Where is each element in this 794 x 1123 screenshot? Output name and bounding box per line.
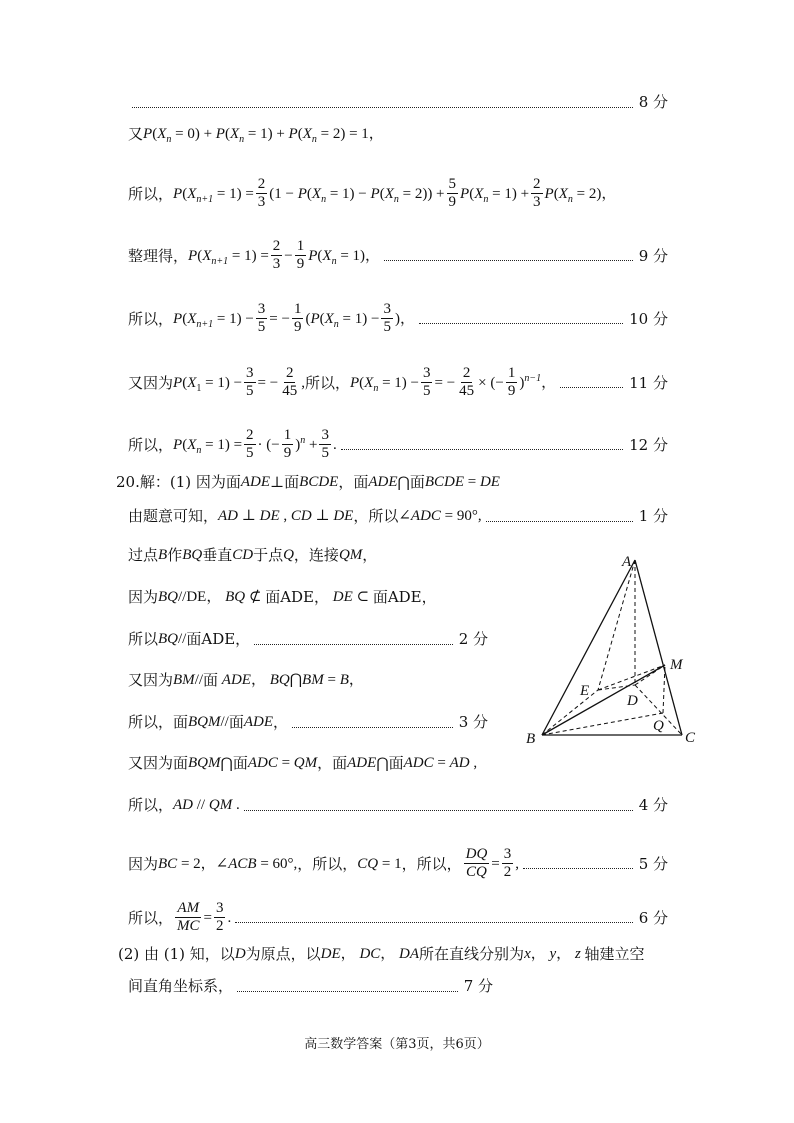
formula-line-4: 所以， $P(X_{n+1} = 1)$ − $\frac{3}{5}$ = − $\frac{1}{9}$ ($P(X_n = 1)$ − $\frac{3}{5}$ )， 10 分 <box>128 301 668 335</box>
edge-ED <box>598 685 635 690</box>
formula-line-3: 整理得， $P(X_{n+1} = 1)$ = $\frac{2}{3}$ − $\frac{1}{9}$ $P(X_n = 1)$， 9 分 <box>128 238 668 272</box>
formula-line-10: 因为 BQ//DE， BQ ⊄ 面ADE， DE ⊂ 面ADE， <box>128 588 437 606</box>
dot-leader <box>523 858 633 869</box>
formula-line-9: 过点 B 作 BQ 垂直 CD 于点 Q ，连接 QM ， <box>128 546 378 564</box>
fraction: $\frac{3}{2}$ <box>503 846 512 880</box>
score-label: 11 分 <box>629 373 668 392</box>
formula-line-19: 间直角坐标系， 7 分 <box>128 977 493 995</box>
fraction: $\frac{3}{2}$ <box>215 900 224 934</box>
formula-line-5: 又因为 $P(X_1 = 1)$ − $\frac{3}{5}$ = − $\frac{2}{45}$ , 所以， $P(X_n = 1)$ − $\frac{3}{5}$ = − $\frac{2}{45}$ × (− $\frac{1}{9}$ )$^{n-1}$， 11 分 <box>128 365 668 399</box>
score-line-8 <box>128 92 668 112</box>
dot-leader <box>254 634 453 645</box>
edge-AE <box>598 560 635 690</box>
score-label: 9 分 <box>638 246 668 265</box>
fraction: $\frac{5}{9}$ <box>448 176 457 210</box>
formula-line-11: 所以 BQ// 面ADE， 2 分 <box>128 630 488 648</box>
fraction: $\frac{2}{3}$ <box>272 238 281 272</box>
formula-line-2: 所以， $P(X_{n+1} = 1)$ = $\frac{2}{3}$ $(1 - P(X_n = 1) - P(X_n = 2))$ + $\frac{5}{9}$ $P(X_n = 1)$ + $\frac{2}{3}$ $P(X_n = 2)$， <box>128 176 617 210</box>
dot-leader <box>244 800 633 811</box>
edge-BE <box>542 690 598 735</box>
score-label: 8 分 <box>638 93 668 111</box>
score-label: 3 分 <box>458 713 488 731</box>
fraction: $\frac{2}{3}$ <box>257 176 266 210</box>
edge-AC <box>635 560 682 735</box>
fraction: $\frac{3}{5}$ <box>422 365 431 399</box>
score-label: 5 分 <box>638 854 668 873</box>
formula-line-16: 因为 BC = 2，∠ACB = 60°, ，所以， CQ = 1 ，所以， $\frac{DQ}{CQ}$ = $\frac{3}{2}$ , 5 分 <box>128 846 668 880</box>
page-footer: 高三数学答案（第3页，共6页） <box>304 1037 490 1052</box>
formula-line-15: 所以， AD // QM . 4 分 <box>128 796 668 814</box>
problem-20-header: 20.解：(1) 因为面 ADE ⊥面 BCDE ，面 ADE ⋂面 BCDE = DE <box>116 473 500 491</box>
score-label: 12 分 <box>629 435 668 454</box>
dot-leader <box>419 313 623 324</box>
fraction: $\frac{3}{5}$ <box>321 427 329 461</box>
formula-line-8: 由题意可知， AD ⊥ DE , CD ⊥ DE ，所以 ∠ADC = 90°, 1 分 <box>128 507 668 525</box>
formula-line-18: (2) 由 (1) 知，以 D 为原点，以 DE， DC， DA 所在直线分别为 x， y， z 轴建立空 <box>118 945 645 963</box>
tetrahedron-figure <box>520 550 710 750</box>
formula-line-13: 所以，面 BQM// 面 ADE ， 3 分 <box>128 713 488 731</box>
vertex-label-Q: Q <box>653 718 664 734</box>
fraction: $\frac{2}{5}$ <box>246 427 254 461</box>
formula-line-1: 又 $P(X_n = 0) + P(X_n = 1) + P(X_n = 2) = 1$， <box>128 125 384 145</box>
score-label: 4 分 <box>638 796 668 814</box>
fraction: $\frac{AM}{MC}$ <box>177 900 200 934</box>
score-label: 10 分 <box>629 309 668 328</box>
vertex-label-M: M <box>670 657 683 673</box>
dot-leader <box>384 250 633 261</box>
fraction: $\frac{1}{9}$ <box>296 238 305 272</box>
dot-leader <box>132 97 633 108</box>
formula-line-6: 所以， $P(X_n = 1)$ = $\frac{2}{5}$ · (− $\frac{1}{9}$ )$^n$ + $\frac{3}{5}$ . 12 分 <box>128 427 668 461</box>
dot-leader <box>235 912 632 923</box>
score-label: 1 分 <box>638 507 668 525</box>
fraction: $\frac{1}{9}$ <box>507 365 516 399</box>
fraction: $\frac{1}{9}$ <box>283 427 292 461</box>
fraction: $\frac{3}{5}$ <box>246 365 254 399</box>
fraction: $\frac{3}{5}$ <box>383 301 391 335</box>
dot-leader <box>560 377 623 388</box>
dot-leader <box>237 981 458 992</box>
dot-leader <box>486 511 633 522</box>
score-label: 6 分 <box>638 908 668 927</box>
vertex-label-B: B <box>526 731 536 747</box>
score-label: 7 分 <box>463 977 493 995</box>
fraction: $\frac{2}{45}$ <box>282 365 298 399</box>
fraction: $\frac{2}{45}$ <box>459 365 475 399</box>
edge-EM <box>598 665 665 690</box>
vertex-label-C: C <box>685 730 696 746</box>
vertex-label-A: A <box>622 554 632 570</box>
formula-line-14: 又因为面 BQM ⋂面 ADC = QM ，面 ADE ⋂面 ADC = AD , <box>128 754 478 772</box>
fraction: $\frac{3}{5}$ <box>257 301 266 335</box>
formula-line-12: 又因为 BM// 面 ADE， BQ⋂BM = B， <box>128 671 364 689</box>
vertex-label-D: D <box>627 693 638 709</box>
formula-line-17: 所以， $\frac{AM}{MC}$ = $\frac{3}{2}$ . 6 分 <box>128 900 668 934</box>
vertex-label-E: E <box>580 683 590 699</box>
dot-leader <box>292 717 453 728</box>
dot-leader <box>341 439 623 450</box>
score-label: 2 分 <box>458 630 488 648</box>
fraction: $\frac{DQ}{CQ}$ <box>465 846 488 880</box>
fraction: $\frac{1}{9}$ <box>293 301 302 335</box>
fraction: $\frac{2}{3}$ <box>533 176 541 210</box>
